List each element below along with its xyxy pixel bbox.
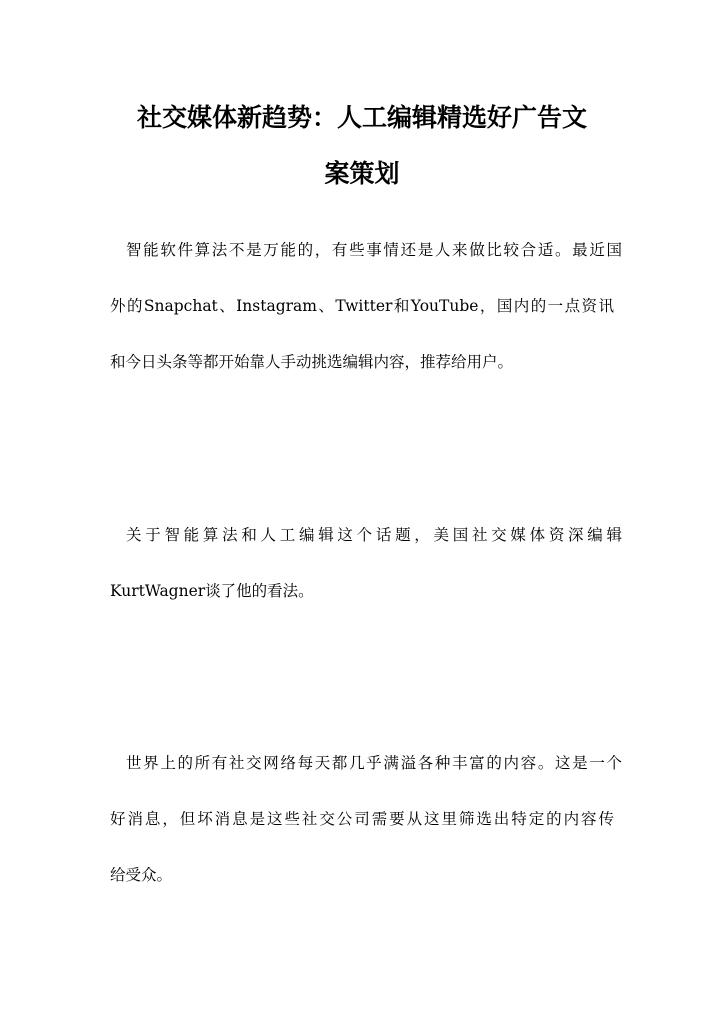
document-title-line-2: 案策划 bbox=[324, 159, 400, 188]
document-title-line-1: 社交媒体新趋势：人工编辑精选好广告文 bbox=[136, 103, 587, 132]
paragraph-1-line-1: 智能软件算法不是万能的，有些事情还是人来做比较合适。最近国 bbox=[126, 241, 622, 259]
paragraph-1-line-3: 和今日头条等都开始靠人手动挑选编辑内容，推荐给用户。 bbox=[110, 353, 514, 371]
paragraph-3-line-3: 给受众。 bbox=[110, 866, 173, 884]
paragraph-2-line-1: 关于智能算法和人工编辑这个话题，美国社交媒体资深编辑 bbox=[126, 526, 622, 544]
paragraph-3-line-1: 世界上的所有社交网络每天都几乎满溢各种丰富的内容。这是一个 bbox=[126, 754, 622, 772]
paragraph-2-line-2: KurtWagner谈了他的看法。 bbox=[110, 582, 314, 600]
paragraph-3-line-2: 好消息，但坏消息是这些社交公司需要从这里筛选出特定的内容传 bbox=[110, 810, 614, 828]
paragraph-1-line-2: 外的Snapchat、Instagram、Twitter和YouTube，国内的一点资讯 bbox=[110, 297, 614, 315]
